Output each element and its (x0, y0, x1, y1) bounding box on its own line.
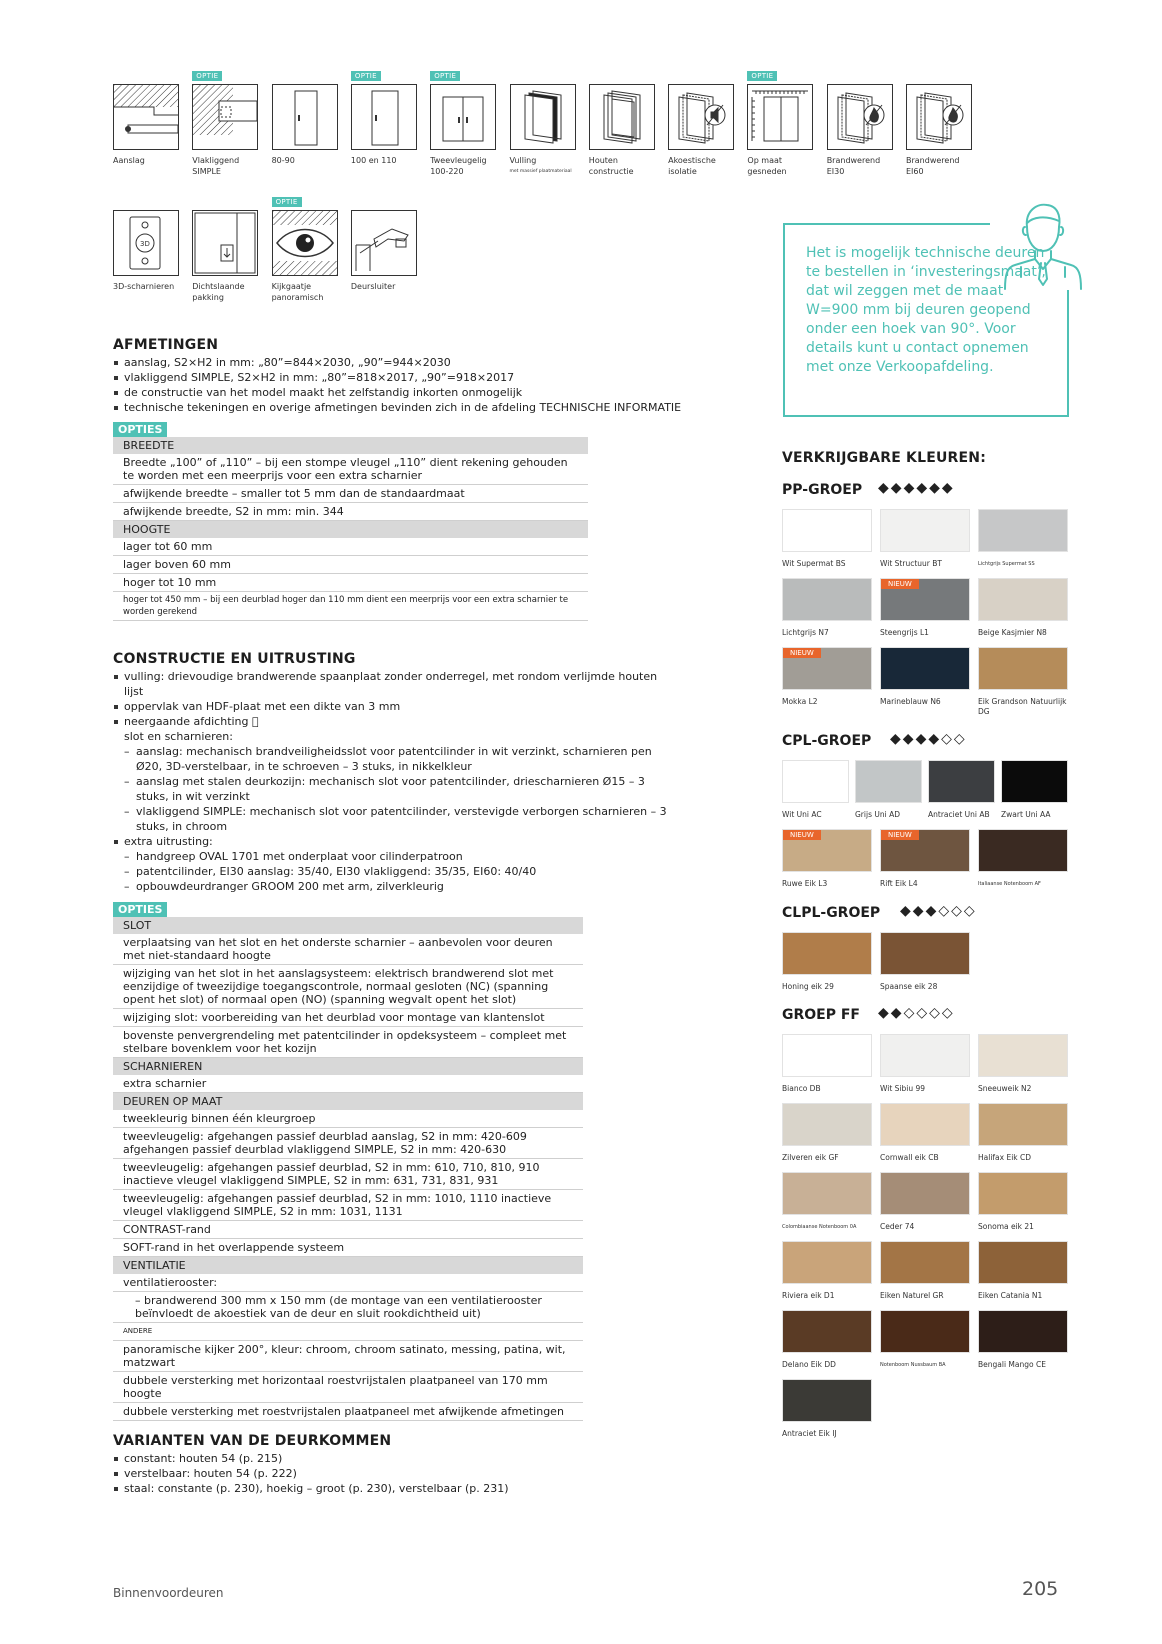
optie-tag: OPTIE (272, 197, 302, 207)
diamond-filled-icon: ◆ (890, 731, 903, 747)
color-swatch-label: Cornwall eik CB (880, 1153, 939, 1162)
color-swatch (978, 1103, 1068, 1146)
diamond-empty-icon: ◇ (938, 903, 952, 919)
diamond-rating (878, 478, 955, 496)
opties-label-2: OPTIES (113, 902, 167, 917)
color-swatch-label: Marineblauw N6 (880, 697, 941, 706)
feature-icon-row1-cell (906, 84, 974, 177)
color-swatch-label: Halifax Eik CD (978, 1153, 1032, 1162)
kleuren-title: VERKRIJGBARE KLEUREN: (782, 450, 987, 466)
diamond-filled-icon: ◆ (928, 731, 942, 747)
80-90-icon (272, 84, 338, 150)
color-swatch-label: Honing eik 29 (782, 982, 834, 991)
color-swatch-label: Wit Structuur BT (880, 559, 942, 568)
feature-icon-row1-cell (192, 72, 260, 177)
table-row: Breedte „100” of „110” – bij een stompe vleugel „110” dient rekening gehouden te worden met een meerprijs voor een extra scharnier (113, 454, 588, 485)
color-swatch-label: Wit Sibiu 99 (880, 1084, 926, 1093)
color-swatch (782, 760, 849, 803)
table-row: tweevleugelig: afgehangen passief deurblad aanslag, S2 in mm: 420-609 afgehangen passief deurblad vlakliggend SIMPLE, S2 in mm: 420-630 (113, 1128, 583, 1159)
diamond-empty-icon: ◇ (953, 731, 967, 747)
color-swatch (782, 578, 872, 621)
bullet-item: – opbouwdeurdranger GROOM 200 met arm, zilverkleurig (113, 879, 673, 894)
diamond-empty-icon: ◇ (951, 903, 964, 919)
constructie-opties-table (113, 917, 583, 1421)
feature-icon-row1-cell (113, 84, 181, 166)
diamond-filled-icon: ◆ (890, 1005, 904, 1021)
bullet-item: – patentcilinder, EI30 aanslag: 35/40, EI30 vlakliggend: 35/35, EI60: 40/40 (113, 864, 673, 879)
bullet-item: vlakliggend SIMPLE, S2×H2 in mm: „80”=818×2017, „90”=918×2017 (113, 370, 713, 385)
color-group-title: CLPL-GROEP (782, 905, 881, 921)
akoestische-isolatie-icon (668, 84, 734, 150)
diamond-empty-icon: ◇ (941, 731, 954, 747)
color-swatch (928, 760, 995, 803)
color-swatch (782, 932, 872, 975)
table-row-text: – brandwerend 300 mm x 150 mm (de montage van een ventilatierooster beïnvloedt de akoestiek van de deur en sluit rookdichtheid uit) (135, 1294, 542, 1320)
diamond-filled-icon: ◆ (903, 480, 917, 496)
table-row: extra scharnier (113, 1075, 583, 1093)
aanslag-icon (113, 84, 179, 150)
nieuw-badge: NIEUW (783, 830, 821, 840)
color-swatch-label: Colombiaanse Notenboom 0A (782, 1224, 857, 1230)
bullet-item: aanslag, S2×H2 in mm: „80”=844×2030, „90”=944×2030 (113, 355, 713, 370)
color-swatch (880, 1103, 970, 1146)
color-swatch-label: Eik Grandson Natuurlijk DG (978, 697, 1067, 716)
bullet-item: verstelbaar: houten 54 (p. 222) (113, 1466, 693, 1481)
varianten-title: VARIANTEN VAN DE DEURKOMMEN (113, 1433, 392, 1449)
color-swatch-label: Rift Eik L4 (880, 879, 918, 888)
op-maat-gesneden-icon (747, 84, 813, 150)
bullet-item: – aanslag met stalen deurkozijn: mechanisch slot voor patentcilinder, driescharnieren Ø15 – 3 stuks, in wit verzinkt (113, 774, 673, 804)
table-row: ventilatierooster: (113, 1274, 583, 1292)
color-swatch (782, 1034, 872, 1077)
diamond-filled-icon: ◆ (878, 480, 891, 496)
icon-label: Akoestische isolatie (668, 156, 716, 176)
table-row: hoger tot 450 mm – bij een deurblad hoger dan 110 mm dient een meerprijs voor een extra scharnier te worden gerekend (113, 592, 588, 621)
diamond-empty-icon: ◇ (903, 1005, 917, 1021)
bullet-item: oppervlak van HDF-plaat met een dikte van 3 mm (113, 699, 673, 714)
table-section-header: VENTILATIE (113, 1257, 583, 1274)
bullet-item: staal: constante (p. 230), hoekig – groot (p. 230), verstelbaar (p. 231) (113, 1481, 693, 1496)
table-row: dubbele versterking met roestvrijstalen plaatpaneel met afwijkende afmetingen (113, 1403, 583, 1421)
color-swatch-label: Wit Supermat BS (782, 559, 846, 568)
100-en-110-icon (351, 84, 417, 150)
diamond-filled-icon: ◆ (941, 480, 955, 496)
feature-icon-row2-cell (351, 210, 419, 292)
nieuw-badge: NIEUW (881, 830, 919, 840)
icon-label: Tweevleugelig 100-220 (430, 156, 487, 176)
diamond-filled-icon: ◆ (902, 731, 916, 747)
color-swatch-label: Lichtgrijs N7 (782, 628, 829, 637)
table-row: SOFT-rand in het overlappende systeem (113, 1239, 583, 1257)
color-swatch-label: Spaanse eik 28 (880, 982, 938, 991)
table-row: bovenste penvergrendeling met patentcilinder in opdeksysteem – compleet met stelbare bovenklem voor het kozijn (113, 1027, 583, 1058)
color-swatch-label: Riviera eik D1 (782, 1291, 835, 1300)
color-swatch (782, 1241, 872, 1284)
color-swatch (978, 1172, 1068, 1215)
bullet-item: de constructie van het model maakt het zelfstandig inkorten onmogelijk (113, 385, 713, 400)
color-swatch-label: Eiken Catania N1 (978, 1291, 1043, 1300)
bullet-item: neergaande afdichting ⃞ (113, 714, 673, 729)
color-swatch-label: Eiken Naturel GR (880, 1291, 944, 1300)
icon-label: Dichtslaande pakking (192, 282, 245, 302)
constructie-section (113, 651, 693, 1496)
color-swatch (978, 829, 1068, 872)
feature-icon-row1-cell (827, 84, 895, 177)
diamond-empty-icon: ◇ (941, 1005, 955, 1021)
color-swatch-label: Steengrijs L1 (880, 628, 929, 637)
feature-icon-row1-cell (430, 72, 498, 177)
diamond-rating (890, 729, 967, 747)
icon-label: 3D-scharnieren (113, 282, 175, 291)
color-swatch-label: Notenboom Nussbaum BA (880, 1362, 946, 1368)
table-row: dubbele versterking met horizontaal roestvrijstalen plaatpaneel van 170 mm hoogte (113, 1372, 583, 1403)
dichtslaande-pakking-icon (192, 210, 258, 276)
bullet-item: technische tekeningen en overige afmetingen bevinden zich in de afdeling TECHNISCHE INFORMATIE (113, 400, 713, 415)
nieuw-badge: NIEUW (881, 579, 919, 589)
table-row: lager boven 60 mm (113, 556, 588, 574)
vlakliggend-simple-icon (192, 84, 258, 150)
table-row: tweevleugelig: afgehangen passief deurblad, S2 in mm: 610, 710, 810, 910 inactieve vleugel vlakliggend SIMPLE, S2 in mm: 631, 731, 831, 931 (113, 1159, 583, 1190)
afmetingen-bullets (113, 355, 713, 415)
color-swatch (880, 1172, 970, 1215)
color-swatch (978, 647, 1068, 690)
color-swatch (880, 932, 970, 975)
diamond-empty-icon: ◇ (963, 903, 977, 919)
optie-tag: OPTIE (430, 71, 460, 81)
table-row: afwijkende breedte – smaller tot 5 mm dan de standaardmaat (113, 485, 588, 503)
color-swatch-label: Mokka L2 (782, 697, 818, 706)
diamond-rating (878, 1003, 955, 1021)
color-swatch-label: Italiaanse Notenboom AF (978, 881, 1041, 887)
icon-label: Kijkgaatje panoramisch (271, 282, 324, 302)
color-swatch-label: Lichtgrijs Supermat SS (978, 561, 1035, 567)
diamond-filled-icon: ◆ (916, 480, 930, 496)
diamond-filled-icon: ◆ (929, 480, 942, 496)
optie-tag: OPTIE (747, 71, 777, 81)
feature-icon-row2-cell (192, 210, 260, 303)
afmetingen-opties-table (113, 437, 588, 621)
brandwerend-ei30-icon (827, 84, 893, 150)
constructie-title: CONSTRUCTIE EN UITRUSTING (113, 651, 356, 667)
color-swatch (978, 509, 1068, 552)
color-swatch (782, 1172, 872, 1215)
color-swatch (880, 1310, 970, 1353)
icon-label: Vulling met massief plaatmateriaal (510, 155, 578, 177)
icon-label: Brandwerend EI60 (906, 156, 960, 176)
icon-label: 80-90 (271, 156, 295, 165)
color-swatch (855, 760, 922, 803)
table-section-header: BREEDTE (113, 437, 588, 454)
icon-label: Vlakliggend SIMPLE (192, 156, 240, 176)
feature-icon-row1-cell (747, 72, 815, 177)
color-swatch-label: Sonoma eik 21 (978, 1222, 1034, 1231)
brandwerend-ei60-icon (906, 84, 972, 150)
color-swatch-label: Sneeuweik N2 (978, 1084, 1032, 1093)
color-swatch (978, 578, 1068, 621)
color-swatch (782, 1310, 872, 1353)
diamond-filled-icon: ◆ (925, 903, 939, 919)
color-swatch (978, 1034, 1068, 1077)
color-swatch-label: Zwart Uni AA (1001, 810, 1051, 819)
afmetingen-title: AFMETINGEN (113, 337, 219, 353)
color-group-title: GROEP FF (782, 1007, 860, 1023)
color-swatch-label: Delano Eik DD (782, 1360, 836, 1369)
color-swatch-label: Bengali Mango CE (978, 1360, 1046, 1369)
color-swatch (978, 1241, 1068, 1284)
diamond-filled-icon: ◆ (915, 731, 929, 747)
diamond-filled-icon: ◆ (912, 903, 926, 919)
color-swatch-label: Antraciet Eik IJ (782, 1429, 837, 1438)
nieuw-badge: NIEUW (783, 648, 821, 658)
table-row: panoramische kijker 200°, kleur: chroom, chroom satinato, messing, patina, wit, matzwart (113, 1341, 583, 1372)
table-section-header: DEUREN OP MAAT (113, 1093, 583, 1110)
diamond-filled-icon: ◆ (890, 480, 904, 496)
icon-sublabel: met massief plaatmateriaal (509, 169, 572, 174)
feature-icon-row2-cell (113, 210, 181, 292)
footer-section-name: Binnenvoordeuren (113, 1586, 224, 1600)
table-row: afwijkende breedte, S2 in mm: min. 344 (113, 503, 588, 521)
feature-icon-row1-cell (668, 84, 736, 177)
color-swatch-label: Beige Kasjmier N8 (978, 628, 1047, 637)
color-swatch (880, 1241, 970, 1284)
color-swatch-label: Ceder 74 (880, 1222, 915, 1231)
table-row: verplaatsing van het slot en het onderste scharnier – aanbevolen voor deuren met niet-standaard hoogte (113, 934, 583, 965)
color-swatch (880, 509, 970, 552)
table-row: tweekleurig binnen één kleurgroep (113, 1110, 583, 1128)
color-swatch (782, 1379, 872, 1422)
bullet-item: slot en scharnieren: (124, 730, 233, 743)
diamond-filled-icon: ◆ (900, 903, 913, 919)
color-swatch-label: Ruwe Eik L3 (782, 879, 828, 888)
table-row: CONTRAST-rand (113, 1221, 583, 1239)
bullet-item: vulling: drievoudige brandwerende spaanplaat zonder onderregel, met rondom verlijmde houten lijst (113, 669, 673, 699)
table-row: wijziging slot: voorbereiding van het deurblad voor montage van klantenslot (113, 1009, 583, 1027)
feature-icon-row1-cell (350, 72, 419, 166)
color-swatch (880, 647, 970, 690)
table-row: tweevleugelig: afgehangen passief deurblad, S2 in mm: 1010, 1110 inactieve vleugel vlakliggend SIMPLE, S2 in mm: 1031, 1131 (113, 1190, 583, 1221)
color-swatch (978, 1310, 1068, 1353)
bullet-item: – aanslag: mechanisch brandveiligheidsslot voor patentcilinder in wit verzinkt, scharnieren pen Ø20, 3D-verstelbaar, in te schroeven – 3 stuks, in nikkelkleur (113, 744, 673, 774)
color-swatch-label: Bianco DB (782, 1084, 821, 1093)
color-swatch (880, 1034, 970, 1077)
houten-constructie-icon (589, 84, 655, 150)
feature-icon-row1-cell (510, 84, 578, 177)
page-number: 205 (1022, 1578, 1059, 1600)
color-swatch-label: Zilveren eik GF (782, 1153, 839, 1162)
table-subheader: ANDERE (113, 1323, 583, 1341)
table-section-header: SLOT (113, 917, 583, 934)
feature-icon-row1-cell (272, 84, 340, 166)
info-box-text: Het is mogelijk technische deuren te bestellen in ‘investeringsmaat’, dat wil zeggen met de maat W=900 mm bij deuren geopend onder een hoek van 90°. Voor details kunt u contact opnemen met onze Verkoopafdeling. (806, 245, 1046, 375)
diamond-empty-icon: ◇ (916, 1005, 930, 1021)
color-swatch (1001, 760, 1068, 803)
feature-icon-row2-cell (271, 198, 340, 303)
optie-tag: OPTIE (192, 71, 222, 81)
deursluiter-icon (351, 210, 417, 276)
constructie-bullets (113, 669, 673, 894)
icon-label: Op maat gesneden (747, 156, 787, 176)
table-row: wijziging van het slot in het aanslagsysteem: elektrisch brandwerend slot met eenzijdige of tweezijdige toegangscontrole, normaal gesloten (NC) (spanning opent het slot) of normaal open (NO) (spanning wegvalt opent het slot) (113, 965, 583, 1009)
diamond-rating (900, 901, 977, 919)
varianten-bullets (113, 1451, 693, 1496)
bullet-item: – handgreep OVAL 1701 met onderplaat voor cilinderpatroon (113, 849, 673, 864)
afmetingen-section (113, 337, 713, 621)
3d-scharnieren-icon (113, 210, 179, 276)
diamond-filled-icon: ◆ (878, 1005, 891, 1021)
color-swatch-label: Wit Uni AC (782, 810, 822, 819)
color-group-title: PP-GROEP (782, 482, 863, 498)
icon-label: 100 en 110 (350, 156, 397, 165)
feature-icon-row1-cell (589, 84, 657, 177)
vulling-icon (510, 84, 576, 150)
kijkgaatje-panoramisch-icon (272, 210, 338, 276)
table-section-header: HOOGTE (113, 521, 588, 538)
table-section-header: SCHARNIEREN (113, 1058, 583, 1075)
optie-tag: OPTIE (351, 71, 381, 81)
icon-label: Deursluiter (350, 282, 396, 291)
icon-label: Brandwerend EI30 (826, 156, 881, 176)
color-swatch-label: Antraciet Uni AB (928, 810, 990, 819)
color-swatch (782, 1103, 872, 1146)
table-row: hoger tot 10 mm (113, 574, 588, 592)
diamond-empty-icon: ◇ (929, 1005, 942, 1021)
bullet-item: extra uitrusting: (113, 834, 673, 849)
table-row: lager tot 60 mm (113, 538, 588, 556)
bullet-item: – vlakliggend SIMPLE: mechanisch slot voor patentcilinder, verstevigde verborgen scharnieren – 3 stuks, in chroom (113, 804, 673, 834)
tweevleugelig-100-220-icon (430, 84, 496, 150)
color-group-title: CPL-GROEP (782, 733, 872, 749)
icon-label: Aanslag (113, 156, 145, 165)
svg-text:3D: 3D (140, 240, 150, 248)
color-swatch-label: Grijs Uni AD (855, 810, 900, 819)
bullet-item: constant: houten 54 (p. 215) (113, 1451, 693, 1466)
color-swatch (782, 509, 872, 552)
icon-label: Houten constructie (588, 156, 634, 176)
opties-label: OPTIES (113, 422, 167, 437)
table-row (113, 1292, 583, 1323)
